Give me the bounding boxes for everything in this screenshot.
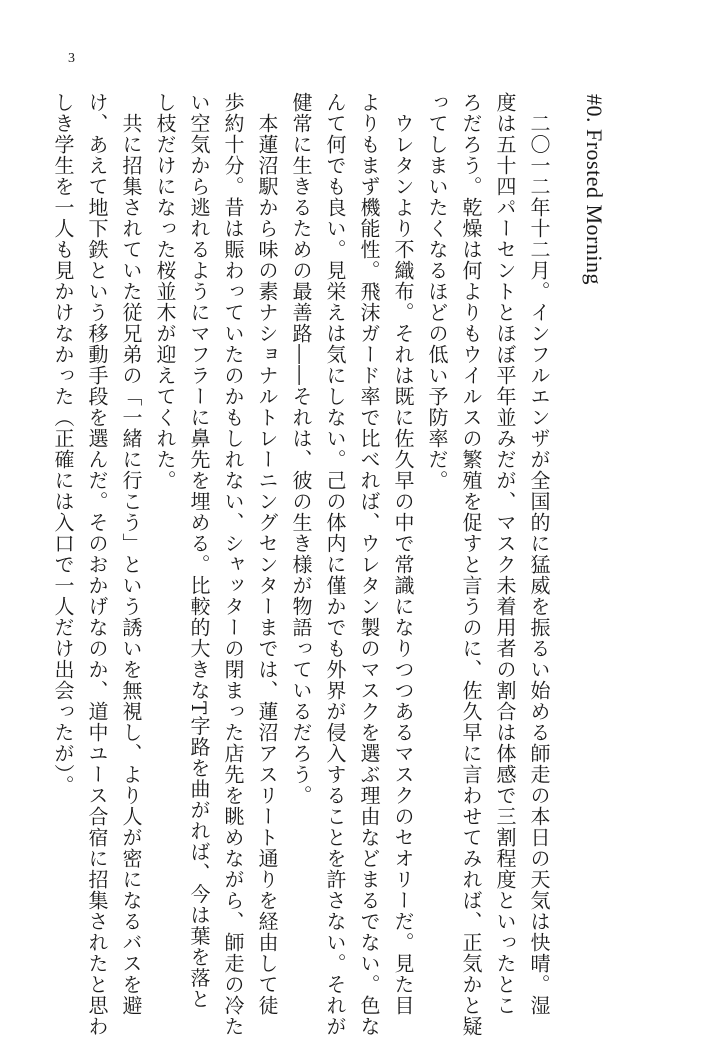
text-line: 共に招集されていた従兄弟の「一緒に行こう」という誘いを無視し、より人が密になるバスを避 [119, 92, 143, 1016]
body-text [46, 92, 556, 1037]
text-line: 二〇一二年十二月。インフルエンザが全国的に猛威を振るい始める師走の本日の天気は快晴。湿 [527, 92, 551, 1016]
text-line: ウレタンより不織布。それは既に佐久早の中で常識になりつつあるマスクのセオリーだ。見た目 [391, 92, 415, 1016]
text-line: し枝だけになった桜並木が迎えてくれた。 [153, 92, 177, 491]
text-line: 本蓮沼駅から味の素ナショナルトレーニングセンターまでは、蓮沼アスリート通りを経由して徒 [255, 92, 279, 1016]
text-line: 度は五十四パーセントとほぼ平年並みだが、マスク未着用者の割合は体感で三割程度といったとこ [493, 92, 517, 1016]
text-line: しき学生を一人も見かけなかった（正確には入口で一人だけ出会ったが）。 [51, 92, 75, 796]
text-line: い空気から逃れるようにマフラーに鼻先を埋める。比較的大きなT字路を曲がれば、今は葉を落と [187, 92, 211, 1010]
text-line: け、あえて地下鉄という移動手段を選んだ。そのおかげなのか、道中ユース合宿に招集されたと思わ [85, 92, 109, 1037]
chapter-title: #0. Frosted Morning [582, 94, 607, 285]
text-line: よりもまず機能性。飛沫ガード率で比べれば、ウレタン製のマスクを選ぶ理由などまるでない。色な [357, 92, 381, 1037]
text-line: んて何でも良い。見栄えは気にしない。己の体内に僅かでも外界が侵入することを許さない。それが [323, 92, 347, 1037]
text-line: ってしまいたくなるほどの低い予防率だ。 [425, 92, 449, 491]
page-number: 3 [68, 51, 75, 66]
text-line: 健常に生きるための最善路――それは、彼の生き様が物語っているだろう。 [289, 92, 313, 806]
text-line: ろだろう。乾燥は何よりもウイルスの繁殖を促すと言うのに、佐久早に言わせてみれば、正気かと疑 [459, 92, 483, 1037]
text-line: 歩約十分。昔は賑わっていたのかもしれない、シャッターの閉まった店先を眺めながら、師走の冷た [221, 92, 245, 1037]
